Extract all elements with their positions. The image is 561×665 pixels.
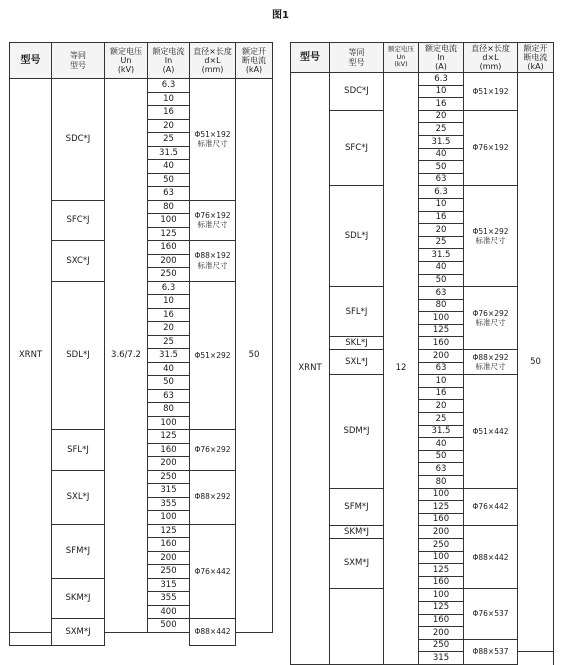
equiv-model-sxm: SXM*J: [330, 538, 384, 588]
fuse-spec-table-12kv: [290, 42, 554, 665]
equiv-model-sfm: SFM*J: [330, 488, 384, 526]
current-cell: 315: [148, 484, 190, 498]
current-cell: 125: [148, 227, 190, 241]
header-equiv-model: 等同 型号: [330, 43, 384, 73]
current-cell: 25: [419, 413, 464, 426]
current-cell: 20: [419, 224, 464, 237]
dimension-cell: Φ76×292 标准尺寸: [464, 287, 518, 350]
model-cell: XRNT: [291, 73, 330, 665]
header-rated-current: 额定电流 In (A): [148, 43, 190, 79]
current-cell: 100: [419, 551, 464, 564]
current-cell: 50: [419, 274, 464, 287]
header-rated-voltage: 额定电压 Un (kV): [384, 43, 419, 73]
current-cell: 63: [148, 187, 190, 201]
equiv-model-sxl: SXL*J: [330, 350, 384, 375]
current-cell: 315: [148, 578, 190, 592]
dimension-cell: Φ88×192 标准尺寸: [190, 241, 236, 282]
current-cell: 40: [148, 362, 190, 376]
equiv-model-sfl: SFL*J: [330, 287, 384, 337]
dimension-cell: Φ76×442: [190, 524, 236, 619]
current-cell: 50: [148, 173, 190, 187]
equiv-model-sxm: SXM*J: [52, 619, 105, 646]
current-cell: 125: [419, 324, 464, 337]
current-cell: 20: [148, 119, 190, 133]
current-cell: 31.5: [148, 349, 190, 363]
dimension-cell: Φ88×537: [464, 639, 518, 664]
current-cell: 315: [419, 652, 464, 665]
current-cell: 10: [148, 92, 190, 106]
current-cell: 6.3: [419, 186, 464, 199]
current-cell: 125: [419, 564, 464, 577]
equiv-model-sdl: SDL*J: [52, 281, 105, 430]
equiv-model-sdm: SDM*J: [330, 375, 384, 488]
current-cell: 50: [419, 161, 464, 174]
equiv-model-sxc: SXC*J: [52, 241, 105, 282]
dimension-cell: Φ88×292: [190, 470, 236, 524]
current-cell: 250: [419, 639, 464, 652]
dimension-cell: Φ76×292: [190, 430, 236, 471]
current-cell: 6.3: [148, 281, 190, 295]
current-cell: 20: [419, 400, 464, 413]
current-cell: 10: [419, 375, 464, 388]
current-cell: 200: [148, 551, 190, 565]
header-breaking-current: 额定开 断电流 (kA): [236, 43, 273, 79]
dimension-cell: Φ76×442: [464, 488, 518, 526]
equiv-model-sdl: SDL*J: [330, 186, 384, 287]
current-cell: 125: [148, 524, 190, 538]
current-cell: 160: [419, 614, 464, 627]
current-cell: 50: [148, 376, 190, 390]
dimension-cell: Φ51×192: [464, 73, 518, 111]
current-cell: 50: [419, 450, 464, 463]
current-cell: 31.5: [419, 135, 464, 148]
current-cell: 40: [419, 261, 464, 274]
current-cell: 100: [419, 589, 464, 602]
current-cell: 63: [148, 389, 190, 403]
current-cell: 10: [148, 295, 190, 309]
equiv-model-sxl: SXL*J: [52, 470, 105, 524]
current-cell: 16: [419, 98, 464, 111]
current-cell: 16: [148, 106, 190, 120]
breaking-current-cell: 50: [518, 73, 554, 652]
current-cell: 16: [148, 308, 190, 322]
equiv-model-skm: SKM*J: [330, 526, 384, 539]
dimension-cell: Φ51×292 标准尺寸: [464, 186, 518, 287]
current-cell: 500: [148, 619, 190, 633]
current-cell: 200: [148, 457, 190, 471]
current-cell: 250: [148, 268, 190, 282]
header-diameter-length: 直径×长度 d×L (mm): [190, 43, 236, 79]
header-equiv-model: 等同 型号: [52, 43, 105, 79]
current-cell: 20: [419, 110, 464, 123]
voltage-cell: 12: [384, 73, 419, 665]
current-cell: 200: [148, 254, 190, 268]
current-cell: [10, 632, 52, 646]
current-cell: 160: [419, 513, 464, 526]
equiv-model-sfm: SFM*J: [52, 524, 105, 578]
current-cell: 125: [419, 601, 464, 614]
current-cell: 6.3: [148, 79, 190, 93]
current-cell: 80: [148, 200, 190, 214]
current-cell: 40: [419, 438, 464, 451]
current-cell: 10: [419, 85, 464, 98]
equiv-model-sfc: SFC*J: [52, 200, 105, 241]
current-cell: 355: [148, 592, 190, 606]
current-cell: 160: [419, 576, 464, 589]
header-breaking-current: 额定开 断电流 (kA): [518, 43, 554, 73]
current-cell: 25: [148, 335, 190, 349]
fuse-spec-table-3.6-7.2kv: [9, 42, 273, 646]
current-cell: 63: [419, 362, 464, 375]
current-cell: 125: [419, 501, 464, 514]
current-cell: 250: [148, 470, 190, 484]
current-cell: 100: [419, 488, 464, 501]
current-cell: 20: [148, 322, 190, 336]
dimension-cell: Φ76×537: [464, 589, 518, 639]
current-cell: 160: [148, 538, 190, 552]
current-cell: 100: [148, 416, 190, 430]
voltage-cell: 3.6/7.2: [105, 79, 148, 633]
breaking-current-cell: 50: [236, 79, 273, 633]
current-cell: 40: [419, 148, 464, 161]
current-cell: 63: [419, 173, 464, 186]
current-cell: 10: [419, 198, 464, 211]
current-cell: 63: [419, 463, 464, 476]
current-cell: 160: [148, 443, 190, 457]
current-cell: 125: [148, 430, 190, 444]
equiv-model-blank: [330, 589, 384, 665]
header-rated-current: 额定电流 In (A): [419, 43, 464, 73]
dimension-cell: Φ51×292: [190, 281, 236, 430]
dimension-cell: Φ51×192 标准尺寸: [190, 79, 236, 201]
current-cell: 31.5: [419, 249, 464, 262]
equiv-model-sdc: SDC*J: [52, 79, 105, 201]
current-cell: 200: [419, 526, 464, 539]
current-cell: 200: [419, 350, 464, 363]
equiv-model-sfl: SFL*J: [52, 430, 105, 471]
current-cell: 80: [148, 403, 190, 417]
equiv-model-sfc: SFC*J: [330, 110, 384, 186]
header-model: 型号: [10, 43, 52, 79]
current-cell: 80: [419, 476, 464, 489]
current-cell: 16: [419, 211, 464, 224]
current-cell: 16: [419, 387, 464, 400]
current-cell: 6.3: [419, 73, 464, 86]
current-cell: 355: [148, 497, 190, 511]
current-cell: 200: [419, 627, 464, 640]
header-diameter-length: 直径×长度 d×L (mm): [464, 43, 518, 73]
current-cell: 250: [419, 538, 464, 551]
dimension-cell: Φ76×192 标准尺寸: [190, 200, 236, 241]
current-cell: 160: [148, 241, 190, 255]
dimension-cell: Φ51×442: [464, 375, 518, 488]
current-cell: 31.5: [148, 146, 190, 160]
dimension-cell: Φ76×192: [464, 110, 518, 186]
current-cell: 31.5: [419, 425, 464, 438]
equiv-model-skm: SKM*J: [52, 578, 105, 619]
current-cell: 100: [419, 312, 464, 325]
dimension-cell: Φ88×442: [190, 619, 236, 646]
figure-title: 图1: [272, 10, 289, 21]
current-cell: 250: [148, 565, 190, 579]
current-cell: 25: [419, 236, 464, 249]
current-cell: 100: [148, 511, 190, 525]
current-cell: 25: [419, 123, 464, 136]
current-cell: 25: [148, 133, 190, 147]
model-cell: XRNT: [10, 79, 52, 633]
header-rated-voltage: 额定电压 Un (kV): [105, 43, 148, 79]
dimension-cell: Φ88×442: [464, 526, 518, 589]
current-cell: 160: [419, 337, 464, 350]
current-cell: 40: [148, 160, 190, 174]
equiv-model-sdc: SDC*J: [330, 73, 384, 111]
header-model: 型号: [291, 43, 330, 73]
current-cell: 100: [148, 214, 190, 228]
current-cell: 400: [148, 605, 190, 619]
equiv-model-skl: SKL*J: [330, 337, 384, 350]
dimension-cell: Φ88×292 标准尺寸: [464, 350, 518, 375]
current-cell: 80: [419, 299, 464, 312]
current-cell: 63: [419, 287, 464, 300]
